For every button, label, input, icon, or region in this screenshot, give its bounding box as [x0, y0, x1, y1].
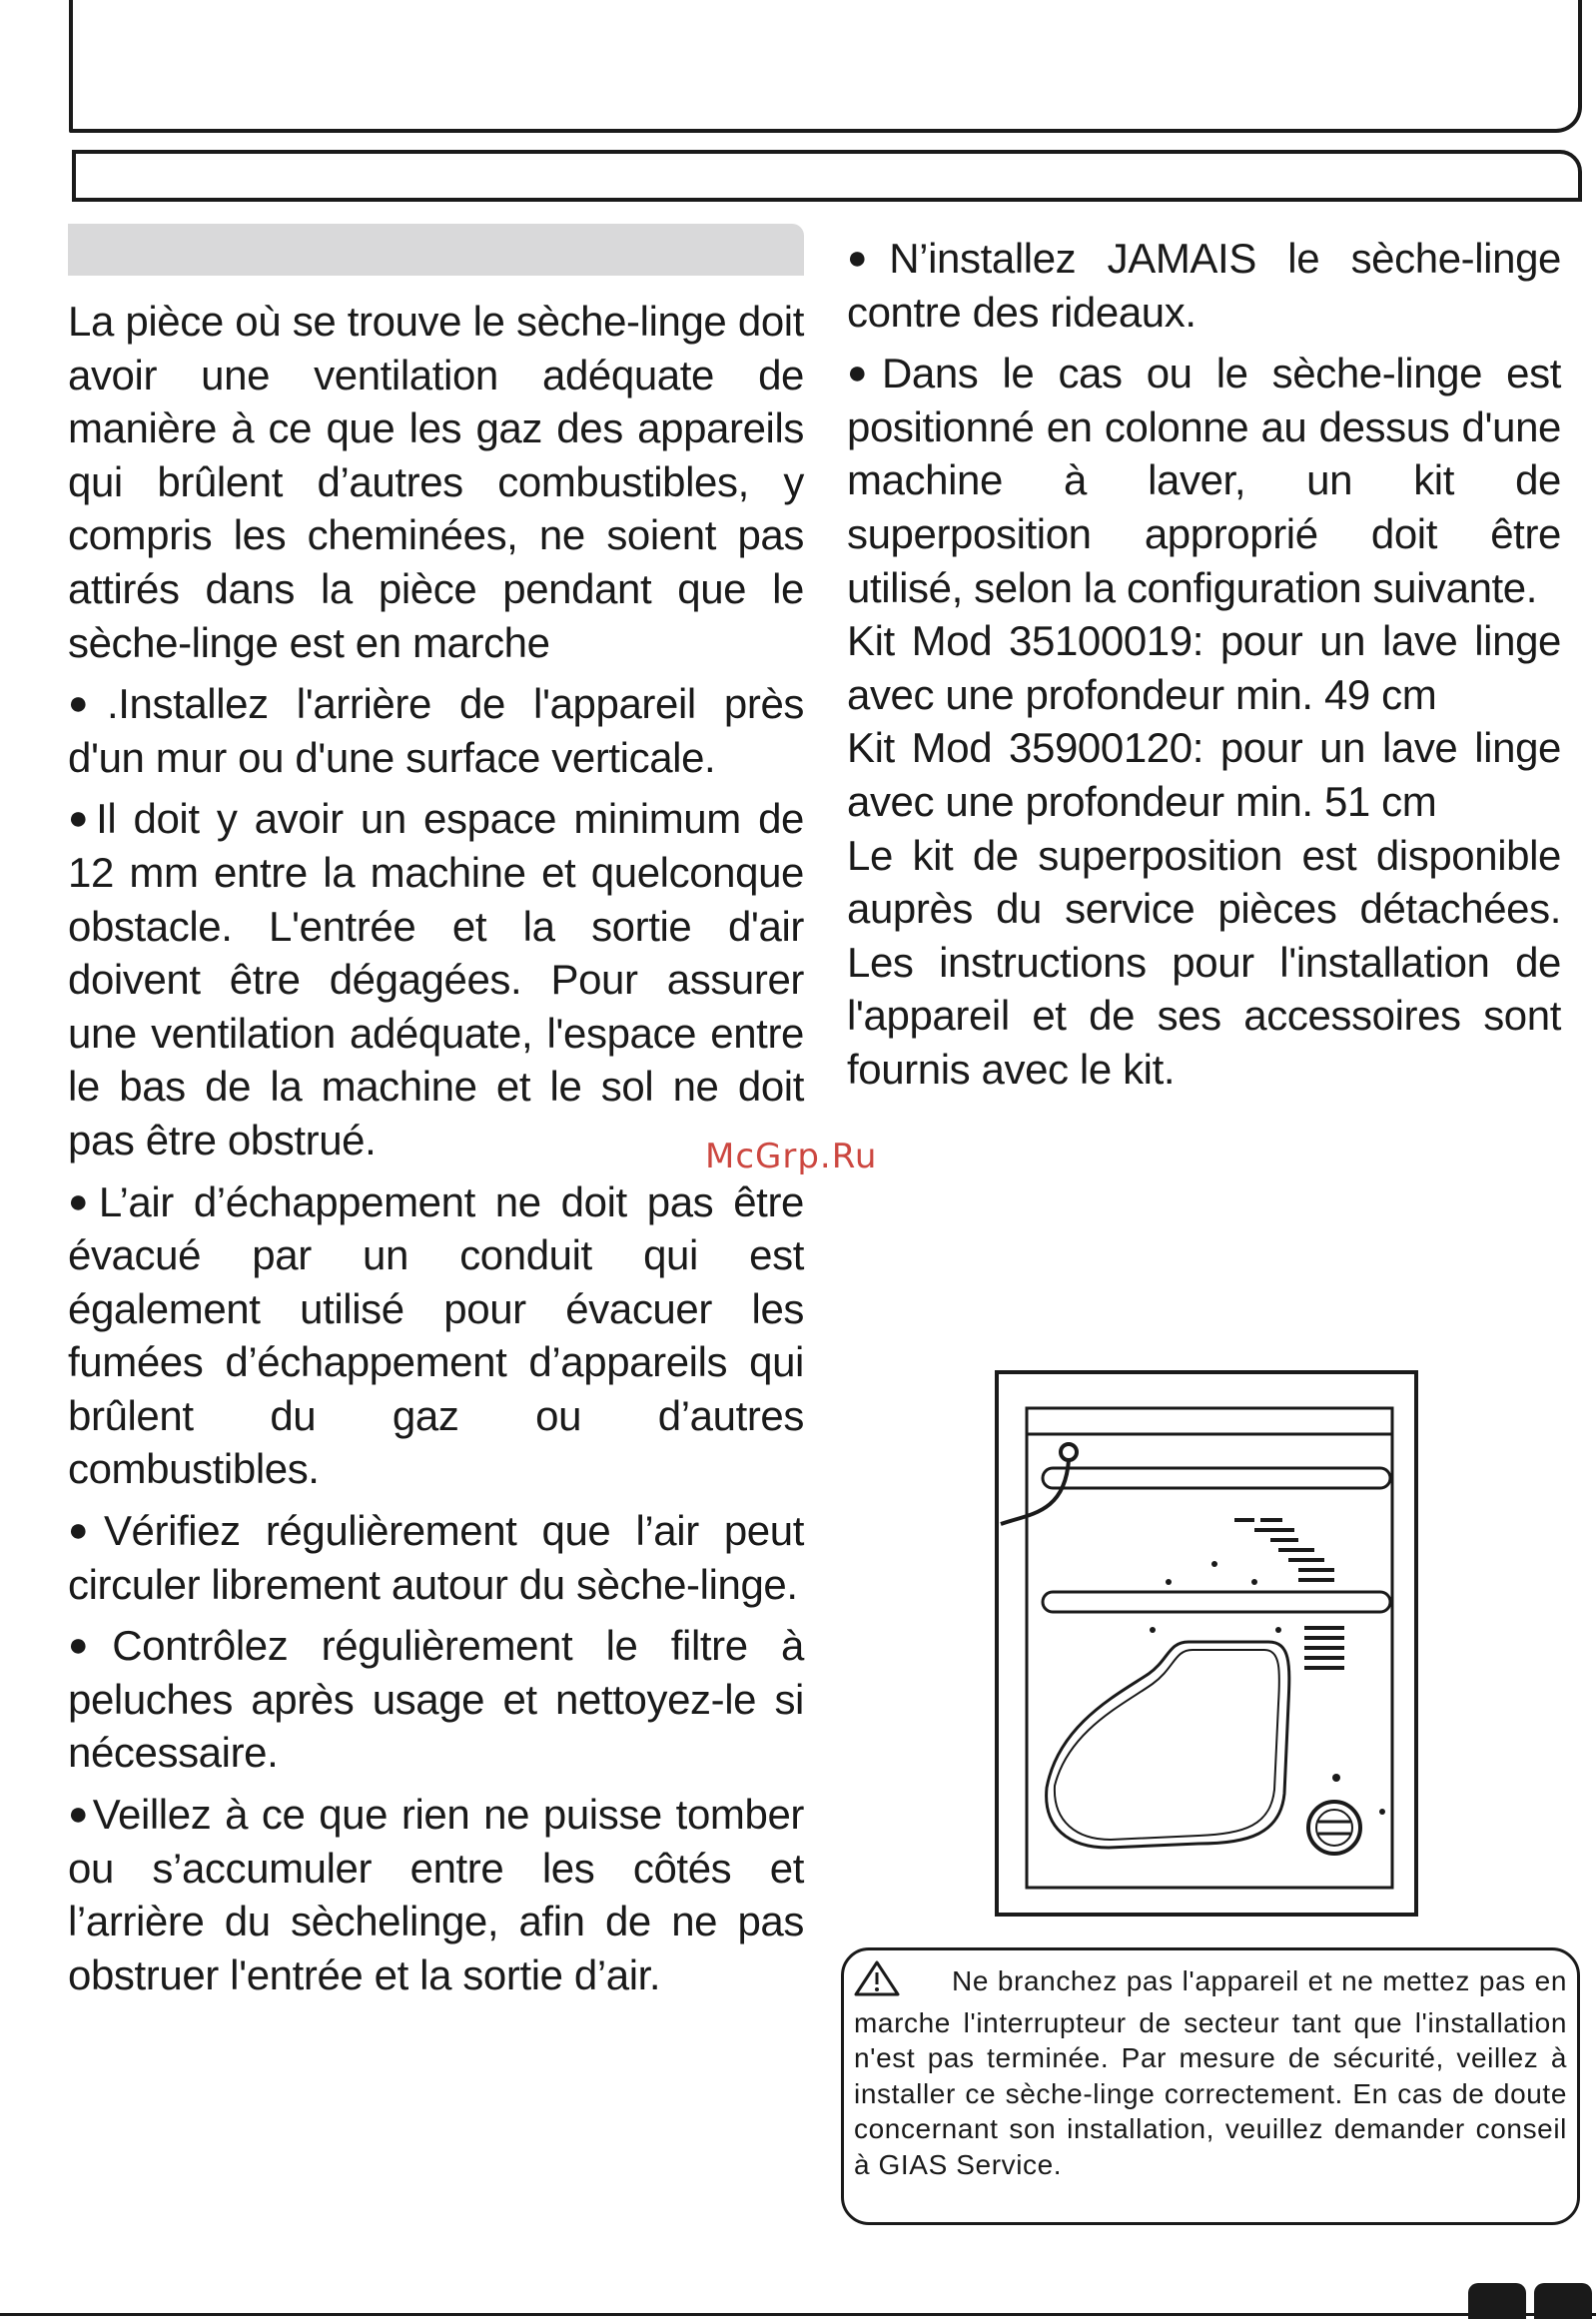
bullet-item: ●Il doit y avoir un espace minimum de 12 mm entre la machine et quelconque obstacle. L'entrée et la sortie d'air doivent être dégagées. Pour assurer une ventilation adéquate, l'espace entre le bas de la machine et le sol ne doit pas être obstrué.: [68, 795, 804, 1163]
upper-rail: [1043, 1468, 1390, 1488]
warning-box: [841, 1947, 1580, 2225]
screw-dots: [1150, 1561, 1385, 1815]
bullet-item: ●.Installez l'arrière de l'appareil près d'un mur ou d'une surface verticale.: [68, 680, 805, 781]
knob-inner: [1316, 1810, 1352, 1846]
page-tab-left: [1468, 2283, 1526, 2319]
bullet-item: ●Contrôlez régulièrement le filtre à peluches après usage et nettoyez-le si nécessaire.: [68, 1622, 804, 1777]
door-inner: [1055, 1650, 1279, 1840]
dryer-illustration: [995, 1370, 1418, 1917]
bullet-icon: ●: [68, 1511, 102, 1550]
kit-line-2: Kit Mod 35900120: pour un lave linge avec une profondeur min. 51 cm: [847, 724, 1561, 825]
bullet-item: ●Veillez à ce que rien ne puisse tomber ou s’accumuler entre les côtés et l’arrière du sèchelinge, afin de ne pas obstruer l'entrée et la sortie d’air.: [68, 1791, 805, 1998]
bullet-icon: ●: [68, 799, 95, 838]
header-frame-top: [69, 0, 1582, 133]
bullet-item: ●L’air d’échappement ne doit pas être évacué par un conduit qui est également utilisé pour évacuer les fumées d’échappement d’appareils qui brûlent du gaz ou d’autres combustibles.: [68, 1177, 804, 1493]
bullet-icon: ●: [68, 1181, 97, 1220]
section-heading-bar: [68, 224, 804, 276]
footer-rule: [0, 2313, 1596, 2316]
warning-text: Ne branchez pas l'appareil et ne mettez pas en marche l'interrupteur de secteur tant que l'installation n'est pas terminée. Par mesure de sécurité, veillez à installer ce sèche-linge correctement. En cas de doute concernant son installation, veuillez demander conseil à GIAS Service.: [854, 1960, 1567, 2183]
intro-paragraph: La pièce où se trouve le sèche-linge doit avoir une ventilation adéquate de manière à ce que les gaz des appareils qui brûlent d’autres combustibles, y compris les cheminées, ne soient pas attirés dans la pièce pendant que le sèche-linge est en marche: [68, 298, 804, 666]
watermark: McGrp.Ru: [705, 1137, 878, 1176]
bullet-icon: ●: [68, 684, 105, 723]
header-frame-subtitle: [72, 150, 1582, 202]
dryer-drawing: [999, 1374, 1422, 1921]
page-tab-right: [1534, 2283, 1592, 2319]
bullet-icon: ●: [68, 1795, 91, 1834]
bullet-icon: ●: [847, 354, 880, 392]
bullet-icon: ●: [847, 239, 888, 277]
hose-connector: [1061, 1444, 1077, 1460]
warning-triangle-icon: [854, 1960, 900, 2005]
bullet-item: ●N’installez JAMAIS le sèche-linge contre des rideaux.: [847, 235, 1561, 336]
right-text-column: [847, 232, 1561, 1105]
left-text-column: [68, 295, 804, 2009]
door-outline: [1047, 1642, 1289, 1848]
bullet-item: ●Dans le cas ou le sèche-linge est positionné en colonne au dessus d'une machine à laver, un kit de superposition approprié doit être utilisé, selon la configuration suivante.: [847, 350, 1561, 611]
vent-lines: [1234, 1520, 1344, 1668]
hose: [1001, 1460, 1069, 1524]
kit-line-1: Kit Mod 35100019: pour un lave linge avec une profondeur min. 49 cm: [847, 617, 1561, 718]
bullet-icon: ●: [68, 1626, 111, 1665]
bullet-item: ●Vérifiez régulièrement que l’air peut circuler librement autour du sèche-linge.: [68, 1507, 804, 1608]
lower-rail: [1043, 1592, 1390, 1612]
kit-note: Le kit de superposition est disponible auprès du service pièces détachées. Les instructions pour l'installation de l'appareil et de ses accessoires sont fournis avec le kit.: [847, 831, 1561, 1093]
